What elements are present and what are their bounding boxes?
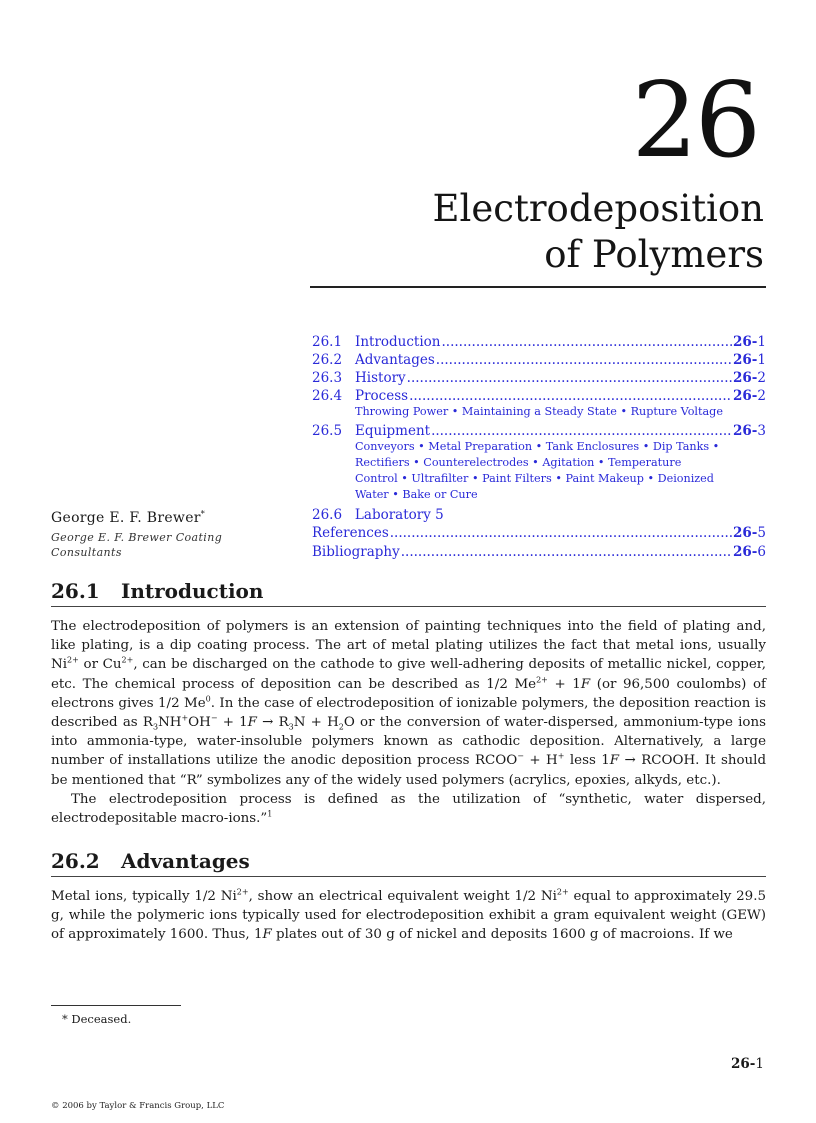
toc-entry-page: 26-5 — [733, 525, 766, 541]
section-rule — [51, 606, 766, 607]
chapter-number: 26 — [631, 59, 758, 181]
toc-equipment-subtopics-4[interactable]: Water • Bake or Cure — [355, 488, 478, 501]
toc-leader — [401, 543, 732, 561]
chapter-title-line-2: of Polymers — [544, 233, 764, 276]
chapter-title-rule — [310, 286, 766, 288]
toc-entry-advantages[interactable] — [312, 351, 766, 369]
toc-entry-history[interactable] — [312, 369, 766, 387]
toc-leader — [436, 351, 732, 369]
toc-entry-page: 26-2 — [733, 388, 766, 404]
toc-leader — [407, 369, 732, 387]
toc-entry-number: 26.1 — [312, 334, 343, 350]
section-advantages-body — [51, 887, 766, 945]
toc-entry-process[interactable] — [312, 387, 766, 405]
toc-entry-title: Equipment — [355, 423, 431, 439]
toc-entry-number: 26.5 — [312, 423, 343, 439]
toc-entry-title: References — [312, 525, 389, 541]
toc-entry-equipment[interactable] — [312, 422, 766, 440]
section-heading-advantages: 26.2 Advantages — [51, 849, 250, 873]
toc-entry-page: 26-6 — [733, 544, 766, 560]
toc-entry-number: 26.4 — [312, 388, 343, 404]
toc-equipment-subtopics-2[interactable]: Rectifiers • Counterelectrodes • Agitation • Temperature — [355, 456, 682, 469]
page-number: 26-1 — [731, 1056, 764, 1072]
toc-entry-laboratory[interactable]: 26.6 Laboratory 5 — [312, 507, 444, 523]
paragraph: The electrodeposition of polymers is an extension of painting techniques into the field of plating and, like plating, is a dip coating process. The art of metal plating utilizes the fact that metal ions, usually $Ni^{2+}$ or $Cu^{2+}$, can be discharged on the cathode to give well-adhering deposits of metallic nickel, copper, etc. The chemical process of deposition can be described as 1/2 $Me^{2+} + 1F$ (or 96,500 coulombs) of electrons gives 1/2 Me$^0$. In the case of electrodeposition of ionizable polymers, the deposition reaction is described as $R_3NH^+OH^- + 1F \to R_3N + H_2O$ or the conversion of water-dispersed, ammonium-type ions into ammonia-type, water-insoluble polymers known as cathodic deposition. Alternatively, a large number of installations utilize the anodic deposition process RCOO− + H+ less 1F → RCOOH. It should be mentioned that “R” symbolizes any of the widely used polymers (acrylics, epoxies, alkyds, etc.). — [51, 619, 767, 788]
toc-process-subtopics[interactable]: Throwing Power • Maintaining a Steady State • Rupture Voltage — [355, 405, 723, 418]
citation-link[interactable]: 1 — [267, 809, 273, 819]
author-footnote-marker: * — [200, 509, 206, 519]
toc-entry-title: Bibliography — [312, 544, 400, 560]
toc-entry-number: 26.2 — [312, 352, 343, 368]
toc-entry-page: 26-1 — [733, 334, 766, 350]
footnote: * Deceased. — [62, 1012, 132, 1026]
author-name: George E. F. Brewer* — [51, 509, 206, 526]
toc-entry-bibliography[interactable] — [312, 543, 766, 561]
toc-entry-references[interactable] — [312, 524, 766, 542]
toc-entry-page: 26-3 — [733, 423, 766, 439]
toc-entry-title: Process — [355, 388, 409, 404]
copyright-notice: © 2006 by Taylor & Francis Group, LLC — [51, 1101, 225, 1111]
toc-equipment-subtopics-1[interactable]: Conveyors • Metal Preparation • Tank Enclosures • Dip Tanks • — [355, 440, 720, 453]
chapter-title — [433, 186, 764, 278]
toc-entry-page: 26-2 — [733, 370, 766, 386]
chapter-title-line-1: Electrodeposition — [432, 187, 764, 230]
footnote-rule — [51, 1005, 181, 1006]
toc-entry-page: 26-1 — [733, 352, 766, 368]
toc-equipment-subtopics-3[interactable]: Control • Ultrafilter • Paint Filters • Paint Makeup • Deionized — [355, 472, 714, 485]
toc-leader — [431, 422, 732, 440]
toc-entry-title: Advantages — [355, 352, 435, 368]
section-introduction-body — [51, 617, 766, 828]
toc-entry-introduction[interactable] — [312, 333, 766, 351]
toc-entry-title: Introduction — [355, 334, 441, 350]
section-heading-introduction: 26.1 Introduction — [51, 579, 264, 603]
paragraph: The electrodeposition process is defined as the utilization of “synthetic, water dispersed, electrodepositable macro-ions.”$^1$ — [51, 791, 766, 827]
toc-leader — [442, 333, 733, 351]
toc-entry-number: 26.3 — [312, 370, 343, 386]
section-rule — [51, 876, 766, 877]
paragraph: Metal ions, typically 1/2 $Ni^{2+}$, show an electrical equivalent weight 1/2 $Ni^{2+}$ equal to approximately 29.5 g, while the polymeric ions typically used for electrodeposition exhibit a gram equivalent weight (GEW) of approximately 1600. Thus, 1F plates out of 30 g of nickel and deposits 1600 g of macroions. If we — [51, 887, 766, 943]
toc-leader — [409, 387, 732, 405]
author-affiliation: George E. F. Brewer Coating Consultants — [51, 531, 223, 559]
toc-leader — [390, 524, 732, 542]
toc-entry-title: History — [355, 370, 406, 386]
